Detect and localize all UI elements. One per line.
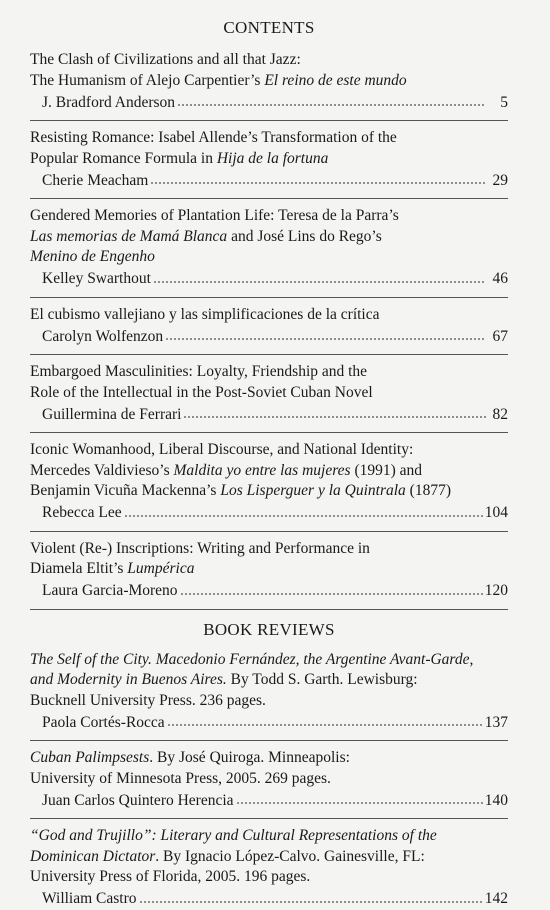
page-number: 104 — [484, 504, 508, 521]
article-entry — [30, 128, 508, 191]
entry-divider — [30, 297, 508, 298]
page-number: 29 — [492, 171, 508, 189]
page-number: 67 — [492, 327, 508, 345]
entry-divider — [30, 120, 508, 121]
author-name: Rebecca Lee — [42, 504, 122, 521]
entry-divider — [30, 531, 508, 532]
dot-leader — [124, 502, 483, 518]
article-title-line: The Humanism of Alejo Carpentier’s El reino de este mundo — [30, 71, 407, 89]
review-title-line: Bucknell University Press. 236 pages. — [30, 691, 266, 709]
page-number: 82 — [492, 405, 508, 423]
book-reviews-heading: BOOK REVIEWS — [203, 619, 335, 639]
dot-leader — [150, 169, 486, 185]
article-title-line: Violent (Re-) Inscriptions: Writing and Performance in — [30, 539, 370, 557]
article-title-line: Resisting Romance: Isabel Allende’s Transformation of the — [30, 129, 397, 146]
author-name: Laura Garcia-Moreno — [42, 582, 178, 599]
article-entry — [30, 440, 508, 524]
entry-divider — [30, 432, 508, 433]
page-number: 142 — [484, 890, 508, 907]
article-author-line — [30, 268, 508, 290]
review-title-line: “God and Trujillo”: Literary and Cultural Representations of the — [30, 827, 437, 844]
article-entry — [30, 539, 508, 602]
article-title-line: Las memorias de Mamá Blanca and José Lins do Rego’s — [30, 227, 382, 245]
page-number: 137 — [484, 713, 508, 731]
review-title-line: The Self of the City. Macedonio Fernández, the Argentine Avant-Garde, — [30, 650, 474, 668]
article-author-line — [30, 325, 508, 347]
contents-heading: CONTENTS — [223, 18, 315, 37]
review-title-line: University Press of Florida, 2005. 196 pages. — [30, 868, 311, 885]
dot-leader — [177, 91, 486, 107]
review-entry — [30, 650, 508, 734]
article-title-line: The Clash of Civilizations and all that Jazz: — [30, 51, 301, 68]
entry-divider — [30, 818, 508, 819]
article-list — [30, 50, 508, 610]
review-author-line — [30, 711, 508, 733]
article-title-line: Popular Romance Formula in Hija de la fortuna — [30, 149, 329, 167]
article-title-line: Role of the Intellectual in the Post-Soviet Cuban Novel — [30, 383, 373, 401]
review-title-line: Dominican Dictator. By Ignacio López-Calvo. Gainesville, FL: — [30, 847, 425, 865]
article-author-line — [30, 580, 508, 602]
dot-leader — [153, 268, 486, 284]
page-number: 5 — [500, 93, 508, 111]
review-entry — [30, 748, 508, 811]
entry-divider — [30, 354, 508, 355]
article-title-line: Gendered Memories of Plantation Life: Teresa de la Parra’s — [30, 207, 399, 224]
article-title-line: Embargoed Masculinities: Loyalty, Friendship and the — [30, 363, 368, 380]
dot-leader — [236, 789, 483, 805]
author-name: William Castro — [42, 890, 137, 907]
article-entry — [30, 305, 508, 348]
review-author-line — [30, 789, 508, 811]
entry-divider — [30, 740, 508, 741]
author-name: J. Bradford Anderson — [42, 93, 176, 111]
article-author-line — [30, 169, 508, 191]
dot-leader — [139, 888, 483, 904]
author-name: Juan Carlos Quintero Herencia — [42, 791, 234, 809]
article-entry — [30, 206, 508, 290]
article-entry — [30, 362, 508, 425]
article-title-line: Benjamin Vicuña Mackenna’s Los Lisperguer y la Quintrala (1877) — [30, 482, 451, 499]
author-name: Guillermina de Ferrari — [42, 405, 182, 423]
author-name: Carolyn Wolfenzon — [42, 327, 164, 345]
review-title-line: and Modernity in Buenos Aires. By Todd S. Garth. Lewisburg: — [30, 671, 418, 688]
article-title-line: Mercedes Valdivieso’s Maldita yo entre las mujeres (1991) and — [30, 461, 423, 479]
article-title-line: Iconic Womanhood, Liberal Discourse, and National Identity: — [30, 441, 414, 458]
entry-divider — [30, 609, 508, 610]
article-title-line: Menino de Engenho — [30, 248, 155, 265]
article-author-line — [30, 91, 508, 113]
entry-divider — [30, 198, 508, 199]
article-author-line — [30, 403, 508, 425]
review-title-line: Cuban Palimpsests. By José Quiroga. Minneapolis: — [30, 749, 350, 766]
review-list — [30, 650, 508, 910]
dot-leader — [183, 403, 486, 419]
author-name: Paola Cortés-Rocca — [42, 713, 165, 731]
article-title-line: El cubismo vallejiano y las simplificaciones de la crítica — [30, 305, 380, 323]
article-entry — [30, 50, 508, 113]
author-name: Kelley Swarthout — [42, 270, 151, 287]
review-title-line: University of Minnesota Press, 2005. 269 pages. — [30, 769, 331, 787]
review-entry — [30, 826, 508, 910]
page-number: 120 — [484, 582, 508, 599]
article-author-line — [30, 502, 508, 524]
page-number: 140 — [484, 791, 508, 809]
author-name: Cherie Meacham — [42, 171, 149, 189]
dot-leader — [165, 325, 486, 341]
article-title-line: Diamela Eltit’s Lumpérica — [30, 560, 195, 577]
page-number: 46 — [492, 270, 508, 287]
review-author-line — [30, 888, 508, 910]
dot-leader — [167, 711, 483, 727]
dot-leader — [180, 580, 483, 596]
